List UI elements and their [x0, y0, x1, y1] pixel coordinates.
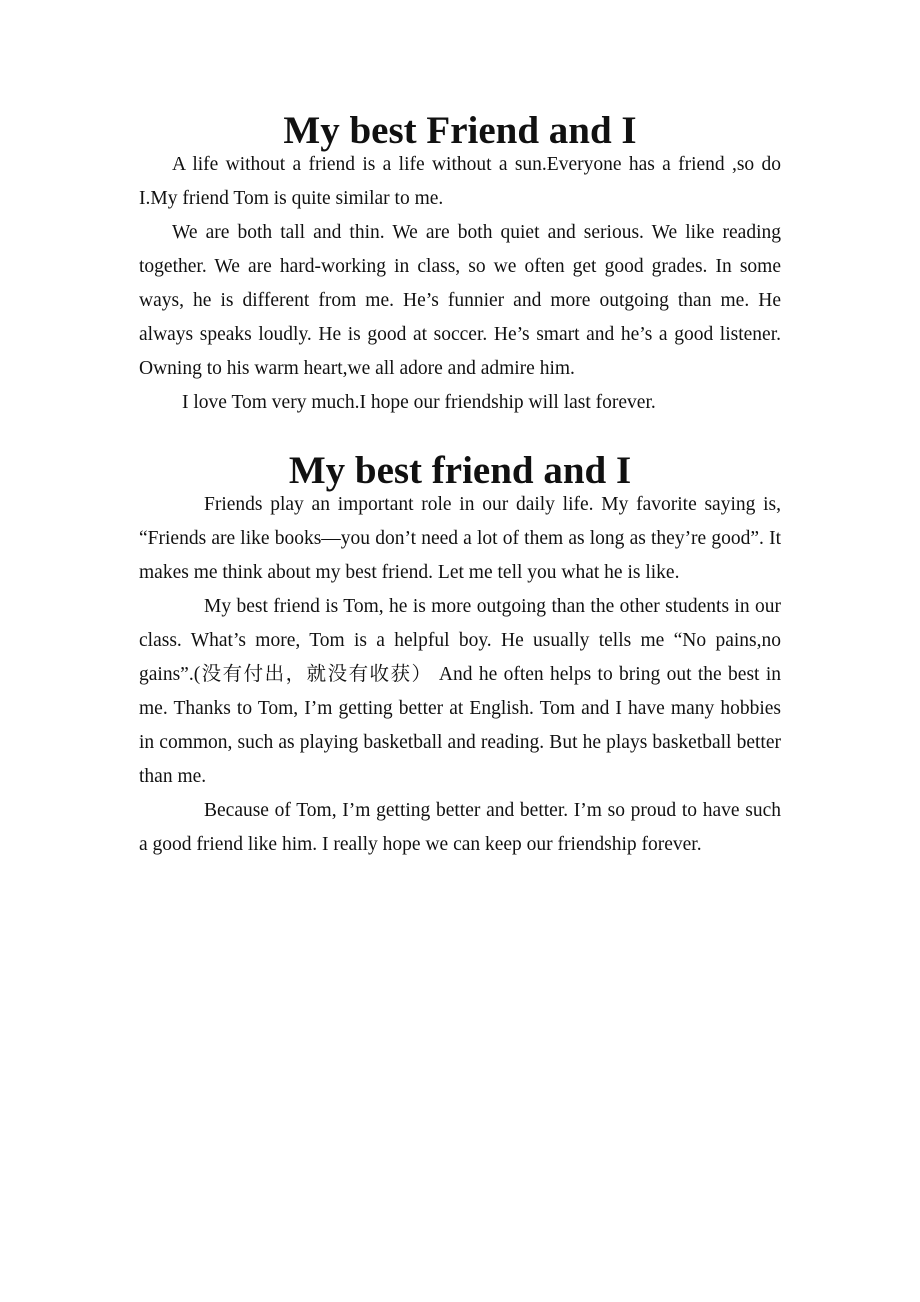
essay-1-paragraph-3: I love Tom very much.I hope our friendship will last forever. [182, 392, 656, 413]
essay-1-paragraph-2: We are both tall and thin. We are both quiet and serious. We like reading together. We are hard-working in class, so we often get good grades. In some ways, he is different from me. He’s funnier and more outgoing than me. He always speaks loudly. He is good at soccer. He’s smart and he’s a good listener. Owning to his warm heart,we all adore and admire him. [139, 222, 781, 379]
essay-1-title: My best Friend and I [283, 109, 637, 152]
essay-2-paragraph-3: Because of Tom, I’m getting better and better. I’m so proud to have such a good friend like him. I really hope we can keep our friendship forever. [139, 800, 781, 855]
essay-1-paragraph-1: A life without a friend is a life without a sun.Everyone has a friend ,so do I.My friend Tom is quite similar to me. [139, 154, 781, 209]
essay-2-paragraph-1: Friends play an important role in our daily life. My favorite saying is, “Friends are like books—you don’t need a lot of them as long as they’re good”. It makes me think about my best friend. Let me tell you what he is like. [139, 494, 781, 583]
essay-2-paragraph-2: My best friend is Tom, he is more outgoing than the other students in our class. What’s more, Tom is a helpful boy. He usually tells me “No pains,no gains”.(没有付出，就没有收获） And he often helps to bring out the best in me. Thanks to Tom, I’m getting better at English. Tom and I have many hobbies in common, such as playing basketball and reading. But he plays basketball better than me. [139, 596, 781, 787]
document-body [139, 109, 781, 862]
essay-2 [139, 449, 781, 862]
essay-1 [139, 109, 781, 420]
essay-2-title: My best friend and I [288, 449, 632, 492]
